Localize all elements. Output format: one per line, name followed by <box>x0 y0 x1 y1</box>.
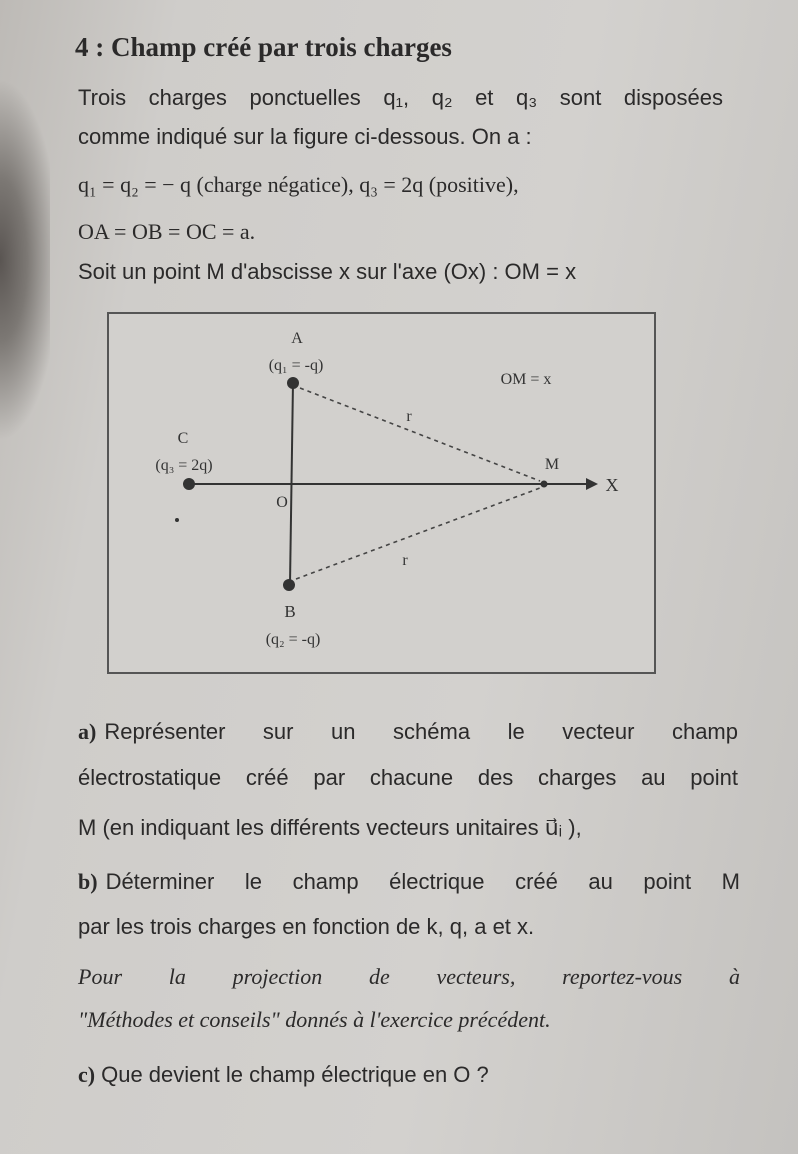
label-c: C <box>177 430 189 447</box>
label-q2: (q₂ = -q) <box>265 631 321 648</box>
question-c-line <box>78 1062 738 1088</box>
point-m-dot <box>541 481 548 488</box>
question-b-text: par les trois charges en fonction de k, q, a et x. <box>78 914 535 939</box>
question-c-marker: c) <box>78 1062 96 1087</box>
charge-a-dot <box>287 377 299 389</box>
charge-c-dot <box>183 478 195 490</box>
question-b-line <box>78 869 740 895</box>
question-a-text: électrostatique créé par chacune des charges au point <box>78 765 738 790</box>
question-b-marker: b) <box>78 869 98 894</box>
question-a-line <box>78 719 738 745</box>
label-m: M <box>544 456 560 473</box>
charge-b-dot <box>283 579 295 591</box>
method-note: "Méthodes et conseils" donnés à l'exercice précédent. <box>78 1007 551 1032</box>
label-q3: (q₃ = 2q) <box>155 457 213 474</box>
intro-line: Trois charges ponctuelles q₁, q₂ et q₃ sont disposées <box>78 85 723 110</box>
question-c-text: Que devient le champ électrique en O ? <box>101 1062 489 1087</box>
label-b: B <box>284 602 296 621</box>
question-a-text: M (en indiquant les différents vecteurs unitaires u⃗ᵢ ), <box>78 815 582 840</box>
method-note: Pour la projection de vecteurs, reportez-vous à <box>78 964 740 989</box>
stray-dot <box>175 518 179 522</box>
question-a-text: Représenter sur un schéma le vecteur champ <box>104 719 738 744</box>
label-o: O <box>276 494 288 511</box>
intro-line: comme indiqué sur la figure ci-dessous. On a : <box>78 124 532 149</box>
intro-line: OA = OB = OC = a. <box>78 219 256 244</box>
label-a: A <box>291 330 303 347</box>
label-q1: (q₁ = -q) <box>268 357 324 374</box>
intro-line: Soit un point M d'abscisse x sur l'axe (Ox) : OM = x <box>78 259 577 284</box>
question-b-text: Déterminer le champ électrique créé au point M <box>105 869 740 894</box>
label-r-bottom: r <box>402 552 408 569</box>
label-om: OM = x <box>500 371 552 388</box>
exercise-title: 4 : Champ créé par trois charges <box>75 32 452 62</box>
label-x: X <box>605 475 619 495</box>
label-r-top: r <box>406 408 412 425</box>
figure-frame <box>108 313 655 673</box>
intro-line: q₁ = q₂ = − q (charge négatice), q₃ = 2q (positive), <box>78 172 519 197</box>
question-a-marker: a) <box>78 719 97 744</box>
